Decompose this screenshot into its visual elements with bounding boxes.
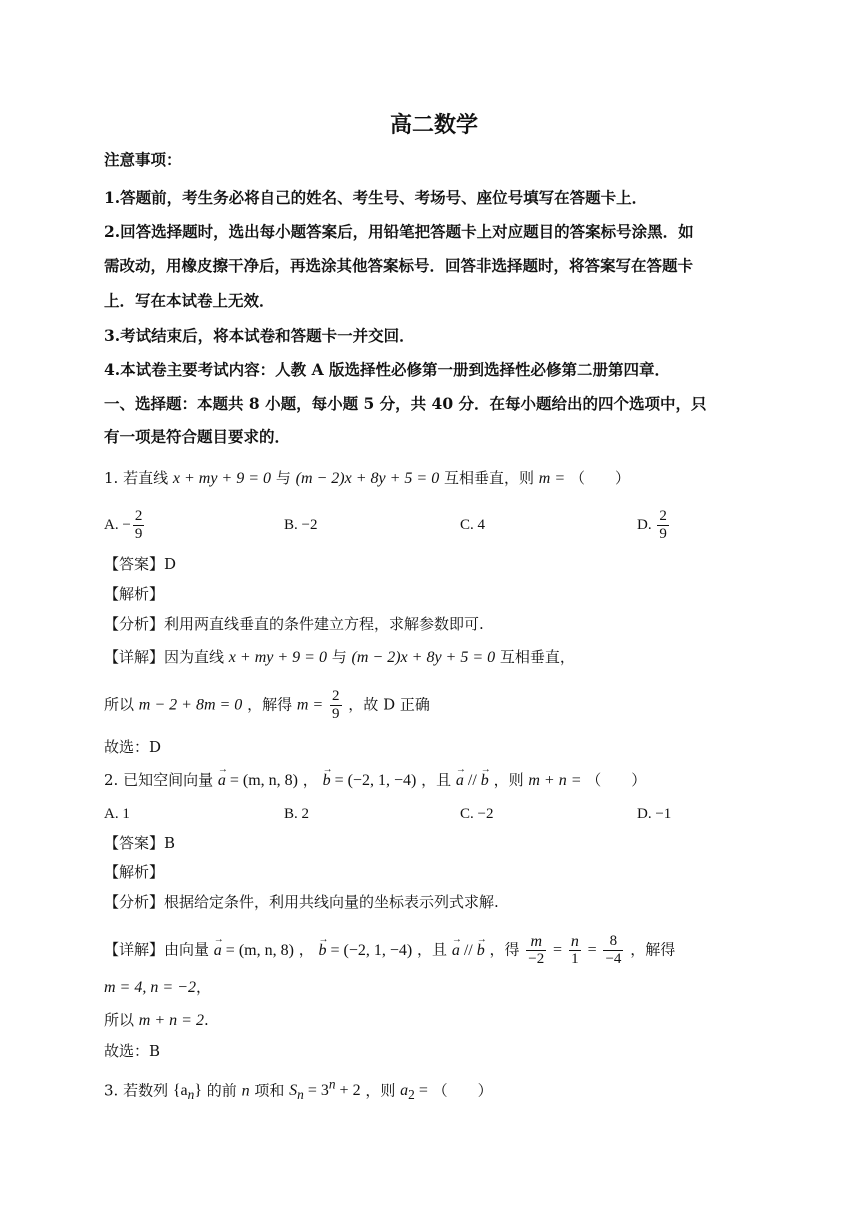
- q1-solution-fraction: $\frac{2}{9}$: [332, 688, 340, 722]
- q1-fenxi: 【分析】利用两直线垂直的条件建立方程，求解参数即可.: [104, 615, 484, 633]
- section-1-line-2: 有一项是符合题目要求的．: [104, 427, 291, 446]
- section-1-line-1: 一、选择题：本题共 8 小题，每小题 5 分，共 40 分．在每小题给出的四个选项中，只: [104, 394, 707, 413]
- q1-option-a-fraction: $\frac{2}{9}$: [134, 508, 143, 542]
- q1-equation-1: x + my + 9 = 0: [172, 470, 272, 487]
- q2-fraction-m: $\frac{m}{-2}$: [528, 933, 545, 967]
- q2-option-d: D. −1: [637, 806, 672, 822]
- page-title: 高二数学: [389, 113, 478, 138]
- notice-item-2-line-2: 需改动，用橡皮擦干净后，再选涂其他答案标号．回答非选择题时，将答案写在答题卡: [104, 256, 694, 275]
- question-2: 2. 已知空间向量 → a = (m, n, 8) ， → b = (−2, 1, −4) ，且 → a // → b ，则 m + n = （ ）: [104, 770, 646, 791]
- q1-detail: 【详解】因为直线 x + my + 9 = 0 与 (m − 2)x + 8y + 5 = 0 互相垂直，: [104, 648, 575, 666]
- question-1: 1. 若直线 x + my + 9 = 0 与 (m − 2)x + 8y + 5 = 0 互相垂直，则 m = （ ）: [104, 469, 630, 487]
- q2-analysis: 【解析】: [104, 863, 165, 881]
- vector-b: → b: [323, 771, 331, 791]
- q2-choose: 故选：B: [104, 1042, 161, 1060]
- vector-a: → a: [218, 771, 226, 791]
- q1-option-d: D. $\frac{2}{9}$: [637, 508, 667, 542]
- notice-item-3: 3.考试结束后，将本试卷和答题卡一并交回．: [104, 326, 415, 345]
- q1-equation-2: (m − 2)x + 8y + 5 = 0: [295, 470, 440, 487]
- q2-fraction-8: $\frac{8}{-4}$: [605, 933, 622, 967]
- q1-option-a: A. − $\frac{2}{9}$: [104, 508, 143, 542]
- q2-detail: 【详解】由向量 → a = (m, n, 8) ， → b = (−2, 1, −4) ，且 → a // → b ，得 $\frac{m}{-2}$ = $\frac{n}{1}$ = $\frac{8}{-4}$ ，解得: [104, 933, 675, 968]
- q2-fenxi: 【分析】根据给定条件，利用共线向量的坐标表示列式求解.: [104, 893, 499, 911]
- q2-answer: 【答案】B: [104, 834, 176, 852]
- q1-analysis: 【解析】: [104, 585, 165, 603]
- notice-item-1: 1.答题前，考生务必将自己的姓名、考生号、考场号、座位号填写在答题卡上．: [104, 188, 648, 207]
- q2-fraction-n: $\frac{n}{1}$: [570, 933, 579, 967]
- q1-solution: 所以 m − 2 + 8m = 0 ，解得 m = $\frac{2}{9}$ ，故 D 正确: [104, 688, 430, 722]
- notice-item-2-line-1: 2.回答选择题时，选出每小题答案后，用铅笔把答题卡上对应题目的答案标号涂黑．如: [104, 222, 694, 241]
- q2-solution: 所以 m + n = 2.: [104, 1011, 209, 1029]
- q2-option-b: B. 2: [284, 806, 310, 822]
- notice-item-2-line-3: 上．写在本试卷上无效．: [104, 291, 275, 310]
- q1-option-d-fraction: $\frac{2}{9}$: [659, 508, 667, 542]
- q2-option-c: C. −2: [460, 806, 494, 822]
- q1-choose: 故选：D: [104, 738, 162, 756]
- q1-option-c: C. 4: [460, 517, 486, 533]
- q2-option-a: A. 1: [104, 806, 130, 822]
- question-3: 3. 若数列 $\{a_n\}$ 的前 n 项和 $S_n = 3^n + 2$ ，则 $a_2$ = （ ）: [104, 1077, 493, 1103]
- q1-option-b: B. −2: [284, 517, 318, 533]
- notice-heading: 注意事项：: [104, 150, 182, 169]
- q1-answer: 【答案】D: [104, 555, 177, 573]
- q2-result: m = 4, n = −2，: [104, 978, 211, 996]
- notice-item-4: 4.本试卷主要考试内容：人教 A 版选择性必修第一册到选择性必修第二册第四章．: [104, 360, 671, 379]
